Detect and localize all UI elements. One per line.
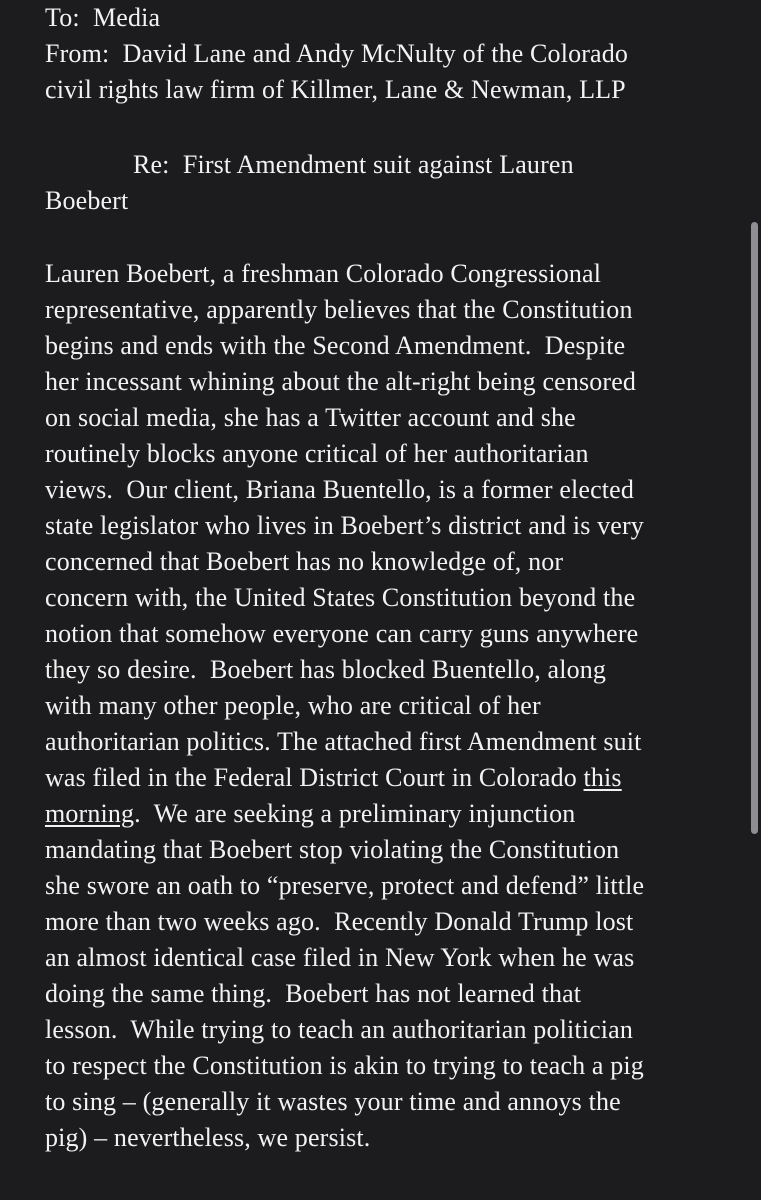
- body-text: . We are seeking a preliminary injunction: [134, 799, 576, 828]
- body-line: state legislator who lives in Boebert’s district and is very: [45, 511, 644, 540]
- scrollbar-thumb[interactable]: [751, 222, 758, 834]
- this-morning-link[interactable]: morning: [45, 799, 135, 828]
- body-line: Lauren Boebert, a freshman Colorado Congressional: [45, 259, 602, 288]
- this-morning-link[interactable]: this: [583, 763, 622, 792]
- body-line: lesson. While trying to teach an authoritarian politician: [45, 1015, 633, 1044]
- body-line: she swore an oath to “preserve, protect and defend” little: [45, 871, 645, 900]
- body-line: representative, apparently believes that the Constitution: [45, 295, 633, 324]
- body-line: concern with, the United States Constitution beyond the: [45, 583, 636, 612]
- body-line: notion that somehow everyone can carry guns anywhere: [45, 619, 639, 648]
- body-line: views. Our client, Briana Buentello, is a former elected: [45, 475, 635, 504]
- memo-to-line: To: Media: [45, 3, 161, 32]
- memo-from-line-2: civil rights law firm of Killmer, Lane & Newman, LLP: [45, 75, 626, 104]
- body-line-with-link: [45, 760, 622, 796]
- memo-re-line-2: Boebert: [45, 186, 129, 215]
- memo-re-line-1: Re: First Amendment suit against Lauren: [133, 150, 574, 179]
- body-line: they so desire. Boebert has blocked Buentello, along: [45, 655, 607, 684]
- body-line: begins and ends with the Second Amendment. Despite: [45, 331, 626, 360]
- vertical-scrollbar[interactable]: [751, 0, 759, 1200]
- memo-from-line-1: From: David Lane and Andy McNulty of the Colorado: [45, 39, 629, 68]
- body-line: pig) – nevertheless, we persist.: [45, 1123, 371, 1152]
- body-line: on social media, she has a Twitter account and she: [45, 403, 576, 432]
- body-line: mandating that Boebert stop violating the Constitution: [45, 835, 620, 864]
- body-line: authoritarian politics. The attached first Amendment suit: [45, 727, 642, 756]
- body-text: was filed in the Federal District Court in Colorado: [45, 763, 584, 792]
- body-line: concerned that Boebert has no knowledge of, nor: [45, 547, 564, 576]
- body-line-with-link: [45, 796, 575, 832]
- body-line: doing the same thing. Boebert has not learned that: [45, 979, 582, 1008]
- body-line: more than two weeks ago. Recently Donald Trump lost: [45, 907, 634, 936]
- body-line: her incessant whining about the alt-right being censored: [45, 367, 637, 396]
- body-line: routinely blocks anyone critical of her authoritarian: [45, 439, 589, 468]
- body-line: with many other people, who are critical of her: [45, 691, 541, 720]
- body-line: to respect the Constitution is akin to trying to teach a pig: [45, 1051, 644, 1080]
- body-line: an almost identical case filed in New York when he was: [45, 943, 635, 972]
- body-line: to sing – (generally it wastes your time and annoys the: [45, 1087, 621, 1116]
